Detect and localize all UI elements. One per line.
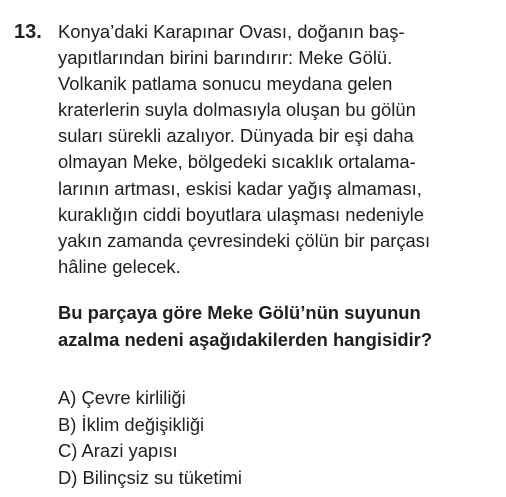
passage-line: Konya’daki Karapınar Ovası, doğanın baş- xyxy=(58,21,405,42)
passage-line: olmayan Meke, bölgedeki sıcaklık ortalama- xyxy=(58,151,416,173)
passage-line: hâline gelecek. xyxy=(58,255,181,277)
passage-line: yapıtlarından birini barındırır: Meke Gölü. xyxy=(58,47,393,69)
passage-line: yakın zamanda çevresindeki çölün bir parçası xyxy=(58,229,431,251)
passage-line: larının artması, eskisi kadar yağış almaması, xyxy=(58,177,422,199)
question-number: 13. xyxy=(14,21,42,43)
answer-options xyxy=(58,385,458,491)
option-c[interactable]: C) Arazi yapısı xyxy=(58,440,178,461)
option-d[interactable]: D) Bilinçsiz su tüketimi xyxy=(58,466,242,488)
passage-line: Volkanik patlama sonucu meydana gelen xyxy=(58,73,393,95)
question-passage xyxy=(58,19,504,280)
question-stem xyxy=(58,300,504,353)
passage-line: kuraklığın ciddi boyutlara ulaşması nedeniyle xyxy=(58,203,424,225)
passage-line: kraterlerin suyla dolmasıyla oluşan bu gölün xyxy=(58,99,416,121)
stem-line: Bu parçaya göre Meke Gölü’nün suyunun xyxy=(58,302,421,323)
option-a[interactable]: A) Çevre kirliliği xyxy=(58,387,186,408)
stem-line: azalma nedeni aşağıdakilerden hangisidir? xyxy=(58,328,433,350)
option-b[interactable]: B) İklim değişikliği xyxy=(58,413,205,435)
passage-line: suları sürekli azalıyor. Dünyada bir eşi daha xyxy=(58,125,414,147)
